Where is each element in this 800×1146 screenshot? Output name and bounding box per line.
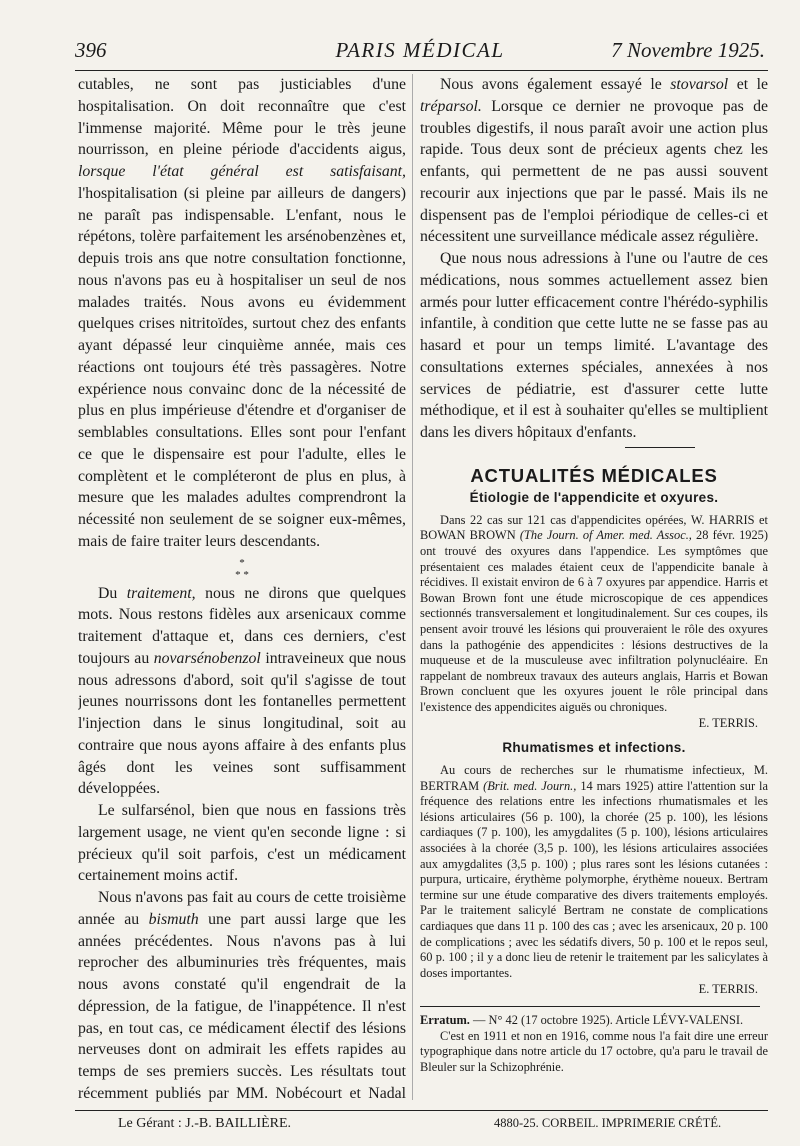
article-1-title: Étiologie de l'appendicite et oxyures.: [469, 489, 719, 505]
section-title: ACTUALITÉS MÉDICALES: [470, 464, 718, 486]
column-divider: [412, 74, 413, 1100]
left-paragraph-4: Nous n'avons pas fait au cours de cette troisième année au bismuth une part aussi large que les années précédentes. Nous n'avons pas à lui reprocher des albuminuries très fréquentes, mais nous avons constaté qu'il engendrait de la dépression, de la fatigue, de l'inappétence. Il n'est pas, en tout cas, ce médicament électif des lésions nerveuses dont on admirait les effets rapides au temps de ses premiers succès. Les résultats tout récemment publiés par MM. Nobécourt et Nadal: [78, 889, 406, 1102]
right-column: [420, 74, 768, 1108]
footer-rule: [75, 1110, 768, 1111]
header-rule: [75, 70, 768, 71]
left-paragraph-3: Le sulfarsénol, bien que nous en fassions très largement usage, ne vient qu'en seconde ligne : si précieux qu'il soit parfois, c'est un médicament certainement moins actif.: [78, 802, 406, 885]
erratum-body: C'est en 1911 et non en 1916, comme nous l'a fait dire une erreur typographique dans notre article du 17 octobre, qu'a paru le travail de Bleuler sur la Schizophrénie.: [420, 1028, 768, 1074]
footer-manager: Le Gérant : J.-B. BAILLIÈRE.: [118, 1116, 292, 1131]
erratum-label: Erratum.: [420, 1012, 470, 1027]
left-column: [78, 74, 406, 1108]
right-paragraph-2: Que nous nous adressions à l'une ou l'autre de ces médications, nous sommes actuellement assez bien armés pour lutter efficacement contre l'hérédo-syphilis infantile, à condition que cette lutte ne se fasse pas au hasard et pour un temps limité. L'avantage des consultations externes spéciales, annexées à nos services de pédiatrie, est d'assurer cette lutte méthodique, et il est à souhaiter qu'elles se multiplient dans les divers hôpitaux d'enfants.: [420, 250, 768, 441]
article-2-title: Rhumatismes et infections.: [502, 740, 686, 756]
page-number: 396: [75, 38, 107, 62]
article-2-signature: E. TERRIS.: [698, 982, 758, 997]
footer-printer: 4880-25. CORBEIL. IMPRIMERIE CRÉTÉ.: [494, 1116, 722, 1130]
journal-title: PARIS MÉDICAL: [335, 38, 505, 62]
section-separator: * * *: [235, 556, 249, 581]
end-rule: [625, 447, 695, 448]
right-paragraph-1: Nous avons également essayé le stovarsol et le tréparsol. Lorsque ce dernier ne provoque pas de troubles digestifs, il nous paraît avoir une action plus rapide. Tous deux sont de précieux agents chez les enfants, qui permettent de ne pas aussi souvent recourir aux injections que par le passé. Mais ils ne dispensent pas de l'emploi périodique de celles-ci et nécessitent une surveillance médicale assez régulière.: [420, 76, 768, 246]
left-paragraph-2: Du traitement, nous ne dirons que quelques mots. Nous restons fidèles aux arsenicaux comme traitement d'attaque et, dans ces derniers, c'est toujours au novarsénobenzol intraveineux que nous nous adressons d'abord, soit qu'il s'agisse de tout jeunes nourrissons dont les fontanelles permettent l'injection dans le sinus longitudinal, soit au contraire que nous ayons affaire à des enfants plus âgés dont les veines sont suffisamment développées.: [78, 584, 406, 798]
issue-date: 7 Novembre 1925.: [611, 38, 765, 62]
page-header: [75, 38, 765, 68]
article-2-body: Au cours de recherches sur le rhumatisme infectieux, M. BERTRAM (Brit. med. Journ., 14 mars 1925) attire l'attention sur la fréquence des relations entre les infections rhumatismales et les lésions articulaires (56 p. 100), la chorée (25 p. 100), les lésions cardiaques (7 p. 100), les amygdalites (5 p. 100), lésions articulaires associées à la chorée (3,5 p. 100), les lésions articulaires associées aux amygdalites (3,5 p. 100) ; plus rares sont les lésions cutanées : purpura, urticaire, érythème polymorphe, érythème noueux. Bertram termine sur une étude comparative des divers traitements employés. Par le traitement salicylé Bertram ne constate de complications cardiaques que dans 11 p. 100 des cas ; avec les arsenicaux, 20 p. 100 de complications ; avec les sédatifs divers, 50 p. 100 et le repos seul, 60 p. 100 ; il y a donc lieu de retenir le traitement par les salicylates à doses importantes.: [420, 763, 768, 980]
article-1-body: Dans 22 cas sur 121 cas d'appendicites opérées, W. HARRIS et BOWAN BROWN (The Journ. of Amer. med. Assoc., 28 févr. 1925) ont trouvé des oxyures dans l'appendice. Les symptômes que présentaient ces malades étaient ceux de l'appendicite banale à récidives. Il existait environ de 6 à 7 oxyures par appendice. Harris et Bowan Brown font une étude microscopique de ces appendices sectionnés transversalement et longitudinalement. Sur ces coupes, ils pensent avoir trouvé les lésions qui prouveraient le rôle des oxyures dans la pathogénie des appendicites : lésions destructives de la muqueuse et de la musculeuse avec infiltration polynucléaire. En rappelant de nombreux travaux des auteurs anglais, Harris et Bowan Brown concluent que les oxyures jouent le rôle principal dans l'existence des appendicites aiguës ou chroniques.: [420, 512, 768, 714]
left-paragraph-1: cutables, ne sont pas justiciables d'une hospitalisation. On doit reconnaître que c'est l'immense majorité. Même pour le très jeune nourrisson, en pleine période d'accidents aigus, lorsque l'état général est satisfaisant, l'hospitalisation (si pleine par ailleurs de dangers) ne paraît pas indispensable. L'enfant, nous le répétons, tolère parfaitement les arsénobenzènes et, depuis trois ans que notre consultation fonctionne, nous n'avons pas eu à hospitaliser un seul de nos malades traités. Nous avons eu évidemment quelques crises nitritoïdes, surtout chez des enfants ayant dépassé leur cinquième année, mais ces réactions ont toujours été très passagères. Notre expérience nous convainc donc de la nécessité de plus en plus impérieuse d'étendre et d'organiser de semblables consultations. Elles sont pour l'enfant ce que le dispensaire est pour l'adulte, elles le complètent et le compléteront de plus en plus, à mesure que les malades adultes comprendront la nécessité non seulement de se soigner eux-mêmes, mais de faire traiter leurs descendants.: [78, 76, 406, 550]
erratum-heading: Erratum. — N° 42 (17 octobre 1925). Article LÉVY-VALENSI.: [420, 1012, 744, 1027]
article-1-signature: E. TERRIS.: [698, 716, 758, 731]
erratum-rule: [420, 1006, 760, 1007]
